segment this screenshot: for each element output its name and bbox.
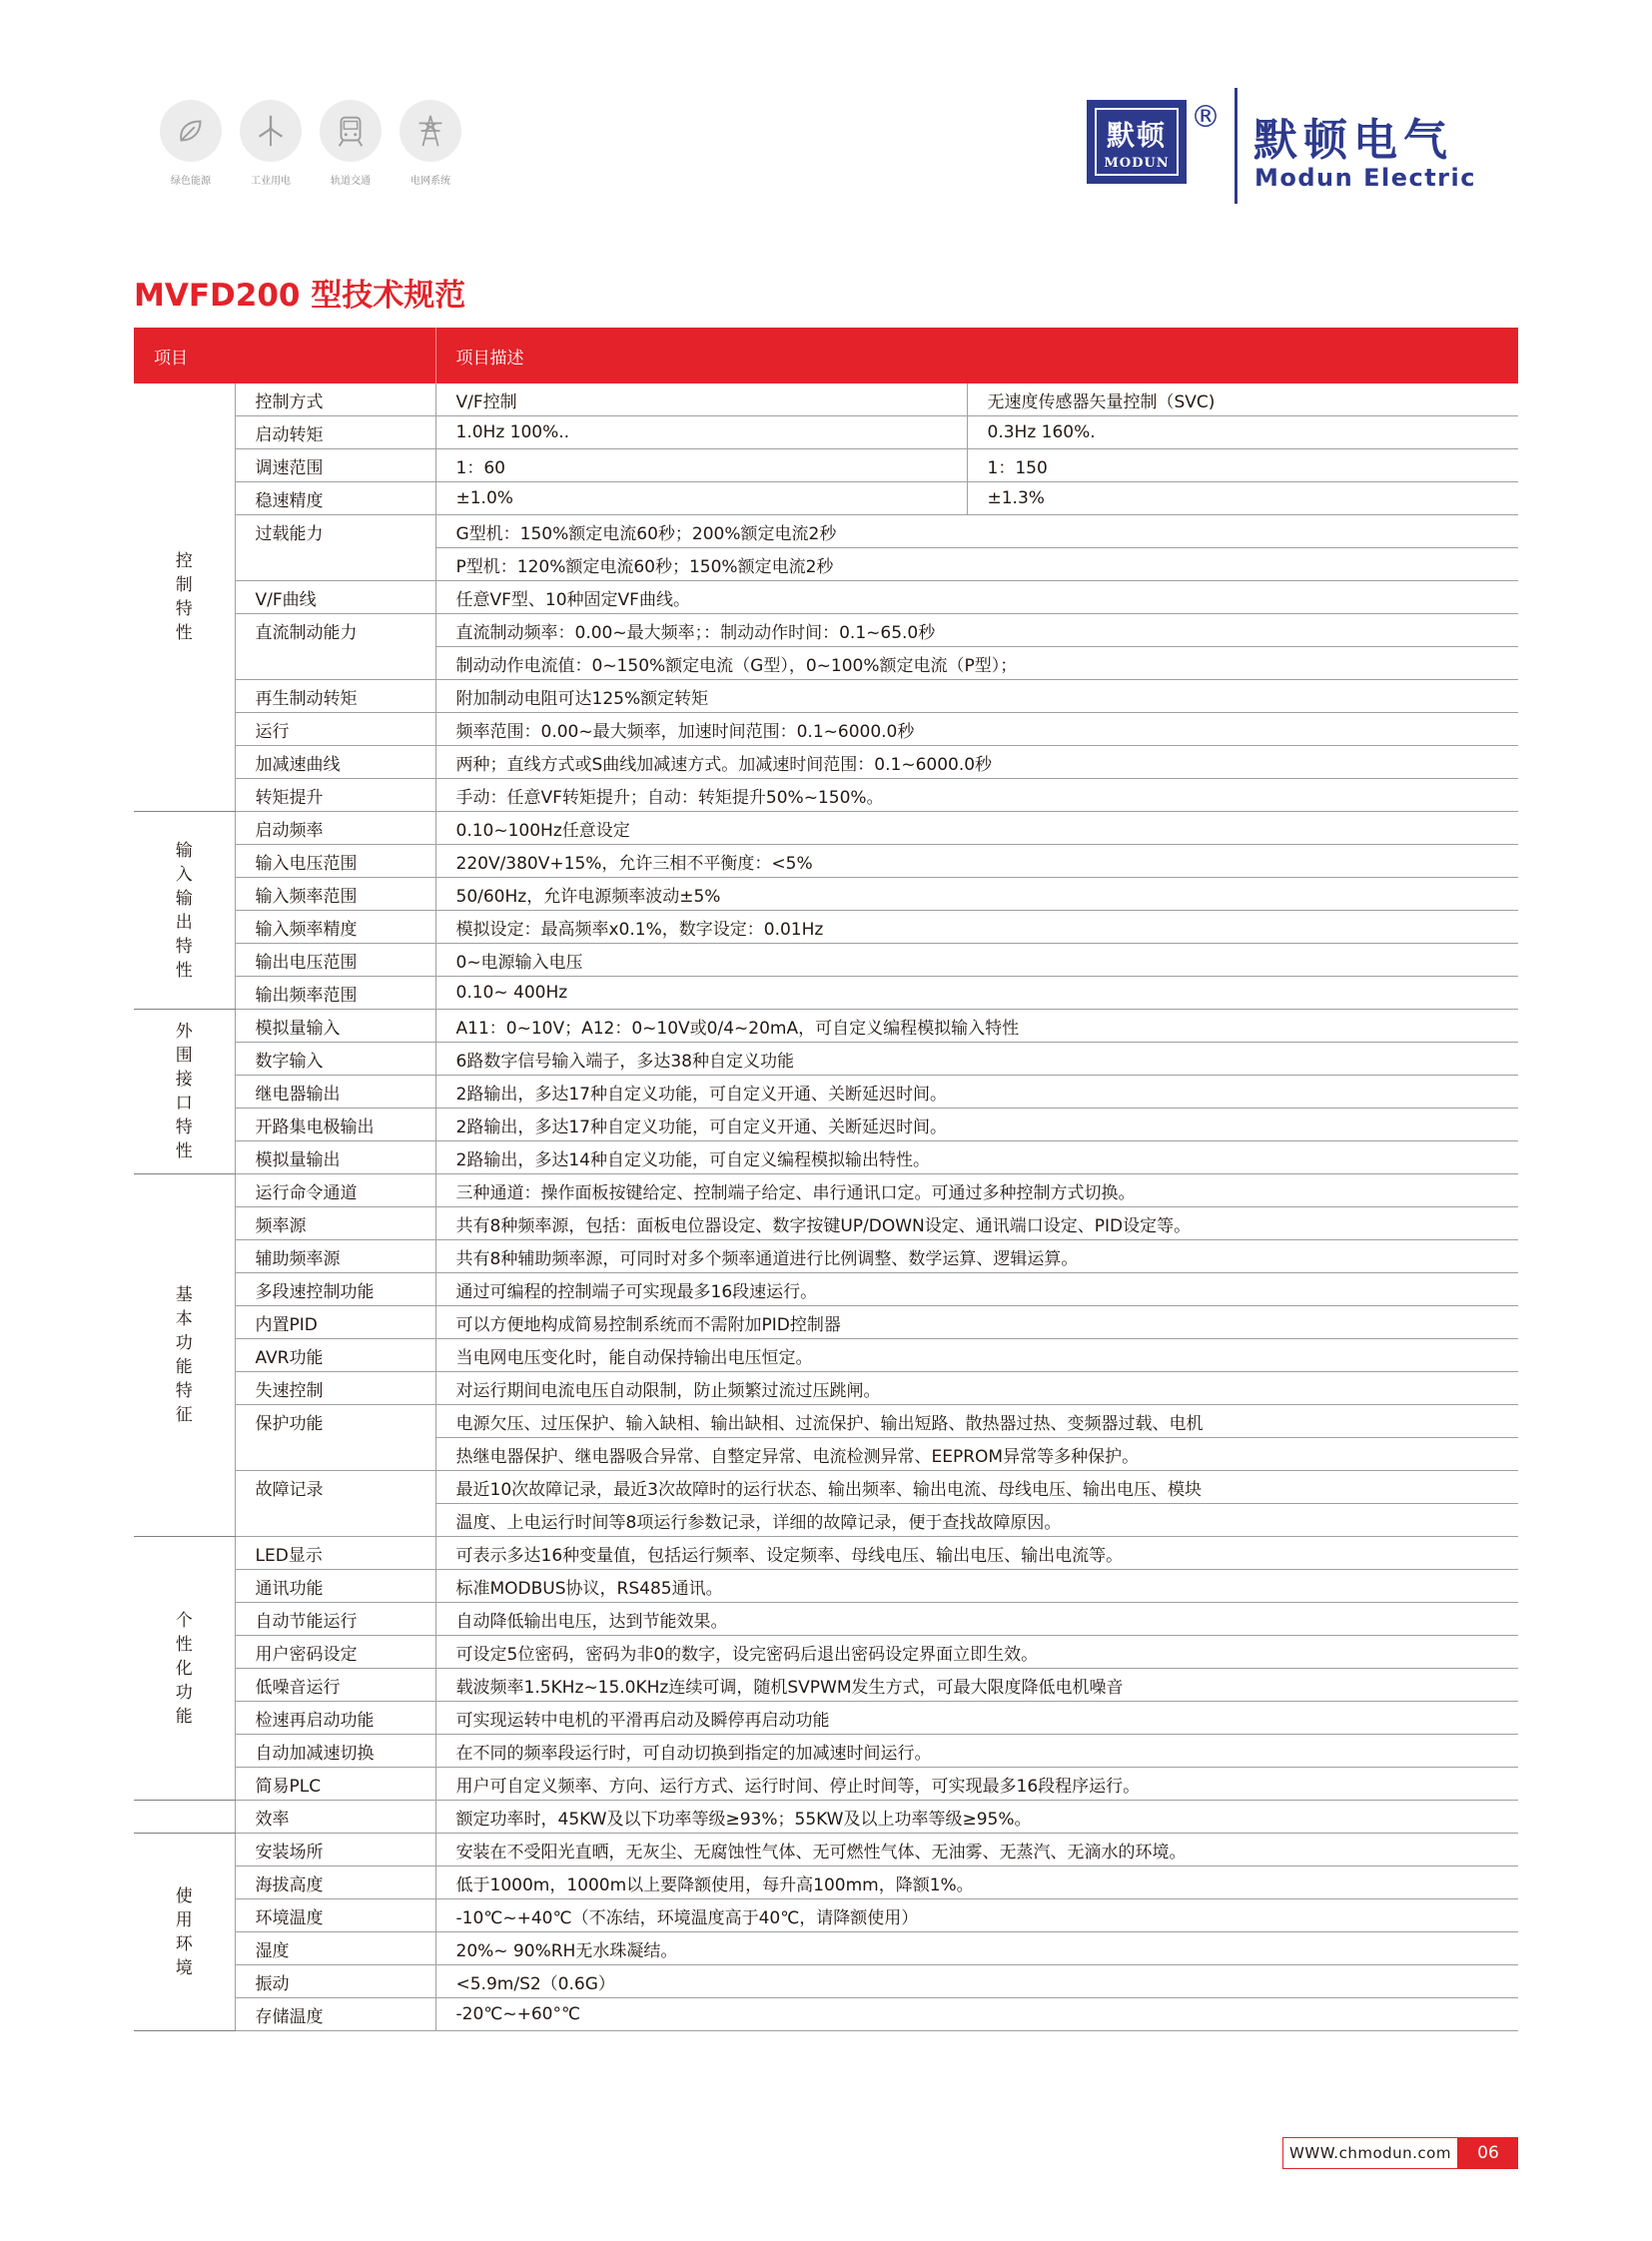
table-row xyxy=(134,1339,1518,1372)
table-row xyxy=(134,1306,1518,1339)
train-icon xyxy=(320,100,382,162)
item-cell: 模拟量输入 xyxy=(235,1010,435,1043)
description-cell: G型机：150%额定电流60秒；200%额定电流2秒 xyxy=(435,515,1518,548)
description-cell: 安装在不受阳光直晒，无灰尘、无腐蚀性气体、无可燃性气体、无油雾、无蒸汽、无滴水的环境。 xyxy=(435,1834,1518,1867)
value-cell-svc: 1：150 xyxy=(967,449,1518,482)
description-cell: 2路输出，多达17种自定义功能，可自定义开通、关断延迟时间。 xyxy=(435,1109,1518,1141)
category-cell xyxy=(134,1537,235,1801)
icon-label: 绿色能源 xyxy=(171,176,211,187)
value-cell-vf: 1.0Hz 100%.. xyxy=(435,416,967,449)
table-row xyxy=(134,1899,1518,1932)
item-cell: 输出频率范围 xyxy=(235,977,435,1010)
spec-table xyxy=(134,328,1518,2031)
table-row xyxy=(134,680,1518,713)
header-description: 项目描述 xyxy=(435,328,1518,383)
description-cell: 6路数字信号输入端子，多达38种自定义功能 xyxy=(435,1043,1518,1076)
table-row xyxy=(134,1867,1518,1899)
description-cell: 可以方便地构成简易控制系统而不需附加PID控制器 xyxy=(435,1306,1518,1339)
industry-icon-green-energy xyxy=(156,100,226,187)
company-logo xyxy=(1087,100,1187,184)
item-cell xyxy=(235,1504,435,1537)
table-row xyxy=(134,1207,1518,1240)
item-cell: 调速范围 xyxy=(235,449,435,482)
item-cell: 低噪音运行 xyxy=(235,1669,435,1702)
brand-name-english: Modun Electric xyxy=(1254,164,1476,192)
table-row xyxy=(134,581,1518,614)
page-number: 06 xyxy=(1458,2137,1518,2169)
description-cell: P型机：120%额定电流60秒；150%额定电流2秒 xyxy=(435,548,1518,581)
header-item: 项目 xyxy=(134,328,435,383)
description-cell: 用户可自定义频率、方向、运行方式、运行时间、停止时间等，可实现最多16段程序运行。 xyxy=(435,1768,1518,1801)
item-cell: 加减速曲线 xyxy=(235,746,435,779)
leaf-icon xyxy=(160,100,222,162)
category-label: 输入输出特性 xyxy=(175,840,193,981)
table-row xyxy=(134,1471,1518,1504)
item-cell: 模拟量输出 xyxy=(235,1141,435,1174)
item-cell: 输入电压范围 xyxy=(235,845,435,878)
table-row xyxy=(134,1965,1518,1998)
description-cell: 在不同的频率段运行时，可自动切换到指定的加减速时间运行。 xyxy=(435,1735,1518,1768)
logo-chinese-text: 默顿 xyxy=(1106,119,1167,152)
value-cell-vf: ±1.0% xyxy=(435,482,967,515)
table-row xyxy=(134,1141,1518,1174)
table-row xyxy=(134,977,1518,1010)
description-cell: 50/60Hz，允许电源频率波动±5% xyxy=(435,878,1518,911)
table-row xyxy=(134,1801,1518,1834)
description-cell: 手动：任意VF转矩提升；自动：转矩提升50%~150%。 xyxy=(435,779,1518,812)
value-cell-svc: 0.3Hz 160%. xyxy=(967,416,1518,449)
description-cell: -20℃~+60°℃ xyxy=(435,1998,1518,2031)
table-row xyxy=(134,482,1518,515)
description-cell: 220V/380V+15%，允许三相不平衡度：<5% xyxy=(435,845,1518,878)
description-cell: 通过可编程的控制端子可实现最多16段速运行。 xyxy=(435,1273,1518,1306)
table-row xyxy=(134,1932,1518,1965)
description-cell: 模拟设定：最高频率x0.1%，数字设定：0.01Hz xyxy=(435,911,1518,944)
description-cell: 0~电源输入电压 xyxy=(435,944,1518,977)
website-url[interactable]: WWW.chmodun.com xyxy=(1282,2137,1458,2169)
category-cell xyxy=(134,812,235,1010)
description-cell: 温度、上电运行时间等8项运行参数记录，详细的故障记录，便于查找故障原因。 xyxy=(435,1504,1518,1537)
industry-icon-rail-transit xyxy=(316,100,386,187)
description-cell: 当电网电压变化时，能自动保持输出电压恒定。 xyxy=(435,1339,1518,1372)
description-cell: 任意VF型、10种固定VF曲线。 xyxy=(435,581,1518,614)
brand-name-chinese: 默顿电气 xyxy=(1253,115,1453,166)
table-header-row xyxy=(134,328,1518,383)
description-cell: 对运行期间电流电压自动限制，防止频繁过流过压跳闸。 xyxy=(435,1372,1518,1405)
value-cell-vf: 1：60 xyxy=(435,449,967,482)
item-cell: 输出电压范围 xyxy=(235,944,435,977)
table-row xyxy=(134,548,1518,581)
table-row xyxy=(134,1998,1518,2031)
item-cell: 多段速控制功能 xyxy=(235,1273,435,1306)
value-cell-svc: ±1.3% xyxy=(967,482,1518,515)
table-row xyxy=(134,878,1518,911)
table-row xyxy=(134,1636,1518,1669)
category-label: 控制特性 xyxy=(175,551,193,643)
wind-turbine-icon xyxy=(240,100,302,162)
item-cell: 开路集电极输出 xyxy=(235,1109,435,1141)
table-row xyxy=(134,1735,1518,1768)
description-cell: 共有8种辅助频率源，可同时对多个频率通道进行比例调整、数学运算、逻辑运算。 xyxy=(435,1240,1518,1273)
table-row xyxy=(134,1438,1518,1471)
table-row xyxy=(134,1109,1518,1141)
item-cell: 故障记录 xyxy=(235,1471,435,1504)
table-row xyxy=(134,944,1518,977)
item-cell: 振动 xyxy=(235,1965,435,1998)
item-cell: 再生制动转矩 xyxy=(235,680,435,713)
description-cell: 标准MODBUS协议，RS485通讯。 xyxy=(435,1570,1518,1603)
table-row xyxy=(134,614,1518,647)
table-row xyxy=(134,1043,1518,1076)
value-cell-svc: 无速度传感器矢量控制（SVC) xyxy=(967,383,1518,416)
item-cell: 安装场所 xyxy=(235,1834,435,1867)
category-label: 个性化功能 xyxy=(175,1610,193,1727)
item-cell: 通讯功能 xyxy=(235,1570,435,1603)
item-cell: 自动节能运行 xyxy=(235,1603,435,1636)
item-cell: 运行 xyxy=(235,713,435,746)
item-cell: AVR功能 xyxy=(235,1339,435,1372)
table-row xyxy=(134,1702,1518,1735)
item-cell: 海拔高度 xyxy=(235,1867,435,1899)
table-row xyxy=(134,779,1518,812)
description-cell: -10℃~+40℃（不冻结，环境温度高于40℃，请降额使用） xyxy=(435,1899,1518,1932)
table-row xyxy=(134,1834,1518,1867)
item-cell: 继电器输出 xyxy=(235,1076,435,1109)
description-cell: 共有8种频率源，包括：面板电位器设定、数字按键UP/DOWN设定、通讯端口设定、PID设定等。 xyxy=(435,1207,1518,1240)
table-row xyxy=(134,515,1518,548)
category-cell xyxy=(134,1801,235,1834)
description-cell: 三种通道：操作面板按键给定、控制端子给定、串行通讯口定。可通过多种控制方式切换。 xyxy=(435,1174,1518,1207)
item-cell: 数字输入 xyxy=(235,1043,435,1076)
table-row xyxy=(134,1372,1518,1405)
table-row xyxy=(134,449,1518,482)
table-row xyxy=(134,1273,1518,1306)
item-cell: 转矩提升 xyxy=(235,779,435,812)
category-cell xyxy=(134,1834,235,2031)
description-cell: 载波频率1.5KHz~15.0KHz连续可调，随机SVPWM发生方式，可最大限度降低电机噪音 xyxy=(435,1669,1518,1702)
description-cell: 可表示多达16种变量值，包括运行频率、设定频率、母线电压、输出电压、输出电流等。 xyxy=(435,1537,1518,1570)
table-row xyxy=(134,1010,1518,1043)
category-cell xyxy=(134,1174,235,1537)
table-row xyxy=(134,1669,1518,1702)
item-cell: 湿度 xyxy=(235,1932,435,1965)
description-cell: 可实现运转中电机的平滑再启动及瞬停再启动功能 xyxy=(435,1702,1518,1735)
table-row xyxy=(134,1076,1518,1109)
description-cell: 0.10~ 400Hz xyxy=(435,977,1518,1010)
table-row xyxy=(134,1603,1518,1636)
description-cell: 最近10次故障记录，最近3次故障时的运行状态、输出频率、输出电流、母线电压、输出电压、模块 xyxy=(435,1471,1518,1504)
item-cell: 运行命令通道 xyxy=(235,1174,435,1207)
value-cell-vf: V/F控制 xyxy=(435,383,967,416)
item-cell: 自动加减速切换 xyxy=(235,1735,435,1768)
table-row xyxy=(134,383,1518,416)
table-row xyxy=(134,1537,1518,1570)
category-label: 外围接口特性 xyxy=(175,1022,193,1161)
page-header xyxy=(0,0,1652,220)
item-cell: 控制方式 xyxy=(235,383,435,416)
item-cell: 直流制动能力 xyxy=(235,614,435,647)
item-cell xyxy=(235,647,435,680)
description-cell: 可设定5位密码，密码为非0的数字，设完密码后退出密码设定界面立即生效。 xyxy=(435,1636,1518,1669)
table-row xyxy=(134,1768,1518,1801)
table-row xyxy=(134,1570,1518,1603)
item-cell: 失速控制 xyxy=(235,1372,435,1405)
logo-english-text: MODUN xyxy=(1104,156,1170,171)
description-cell: 直流制动频率：0.00~最大频率；：制动动作时间：0.1~65.0秒 xyxy=(435,614,1518,647)
icon-label: 电网系统 xyxy=(411,176,450,187)
item-cell: 内置PID xyxy=(235,1306,435,1339)
item-cell: 过载能力 xyxy=(235,515,435,548)
icon-label: 轨道交通 xyxy=(331,176,371,187)
description-cell: 额定功率时，45KW及以下功率等级≥93%；55KW及以上功率等级≥95%。 xyxy=(435,1801,1518,1834)
item-cell: 输入频率范围 xyxy=(235,878,435,911)
description-cell: 自动降低输出电压，达到节能效果。 xyxy=(435,1603,1518,1636)
item-cell: 启动频率 xyxy=(235,812,435,845)
category-cell xyxy=(134,1010,235,1174)
item-cell: 稳速精度 xyxy=(235,482,435,515)
table-row xyxy=(134,647,1518,680)
item-cell: 输入频率精度 xyxy=(235,911,435,944)
table-row xyxy=(134,713,1518,746)
item-cell: LED显示 xyxy=(235,1537,435,1570)
category-label: 使用环境 xyxy=(175,1885,193,1978)
description-cell: 热继电器保护、继电器吸合异常、自整定异常、电流检测异常、EEPROM异常等多种保护。 xyxy=(435,1438,1518,1471)
description-cell: A11：0~10V；A12：0~10V或0/4~20mA，可自定义编程模拟输入特性 xyxy=(435,1010,1518,1043)
item-cell: 简易PLC xyxy=(235,1768,435,1801)
registered-mark: ® xyxy=(1191,100,1221,135)
page-title: MVFD200 型技术规范 xyxy=(134,278,466,314)
icon-label: 工业用电 xyxy=(251,176,291,187)
item-cell: 环境温度 xyxy=(235,1899,435,1932)
page-footer xyxy=(1282,2137,1518,2171)
table-row xyxy=(134,911,1518,944)
item-cell xyxy=(235,548,435,581)
item-cell: 辅助频率源 xyxy=(235,1240,435,1273)
industry-icon-grid-system xyxy=(396,100,465,187)
table-body xyxy=(134,383,1518,2031)
industry-icon-industrial-power xyxy=(236,100,306,187)
description-cell: 低于1000m，1000m以上要降额使用，每升高100mm，降额1%。 xyxy=(435,1867,1518,1899)
description-cell: 电源欠压、过压保护、输入缺相、输出缺相、过流保护、输出短路、散热器过热、变频器过载、电机 xyxy=(435,1405,1518,1438)
item-cell: 检速再启动功能 xyxy=(235,1702,435,1735)
item-cell: 保护功能 xyxy=(235,1405,435,1438)
description-cell: 频率范围：0.00~最大频率，加速时间范围：0.1~6000.0秒 xyxy=(435,713,1518,746)
header-divider xyxy=(1235,88,1238,204)
table-row xyxy=(134,1174,1518,1207)
description-cell: 2路输出，多达14种自定义功能，可自定义编程模拟输出特性。 xyxy=(435,1141,1518,1174)
table-row xyxy=(134,845,1518,878)
item-cell: 效率 xyxy=(235,1801,435,1834)
table-row xyxy=(134,1240,1518,1273)
item-cell: 频率源 xyxy=(235,1207,435,1240)
description-cell: 两种；直线方式或S曲线加减速方式。加减速时间范围：0.1~6000.0秒 xyxy=(435,746,1518,779)
item-cell: 启动转矩 xyxy=(235,416,435,449)
description-cell: 制动动作电流值：0~150%额定电流（G型），0~100%额定电流（P型）； xyxy=(435,647,1518,680)
table-row xyxy=(134,416,1518,449)
table-row xyxy=(134,1504,1518,1537)
category-cell xyxy=(134,383,235,812)
power-tower-icon xyxy=(400,100,461,162)
item-cell: 用户密码设定 xyxy=(235,1636,435,1669)
table-row xyxy=(134,746,1518,779)
description-cell: <5.9m/S2（0.6G） xyxy=(435,1965,1518,1998)
category-label: 基本功能特征 xyxy=(175,1285,193,1425)
description-cell: 2路输出，多达17种自定义功能，可自定义开通、关断延迟时间。 xyxy=(435,1076,1518,1109)
description-cell: 0.10~100Hz任意设定 xyxy=(435,812,1518,845)
item-cell: V/F曲线 xyxy=(235,581,435,614)
description-cell: 20%~ 90%RH无水珠凝结。 xyxy=(435,1932,1518,1965)
table-row xyxy=(134,812,1518,845)
table-row xyxy=(134,1405,1518,1438)
description-cell: 附加制动电阻可达125%额定转矩 xyxy=(435,680,1518,713)
item-cell: 存储温度 xyxy=(235,1998,435,2031)
item-cell xyxy=(235,1438,435,1471)
